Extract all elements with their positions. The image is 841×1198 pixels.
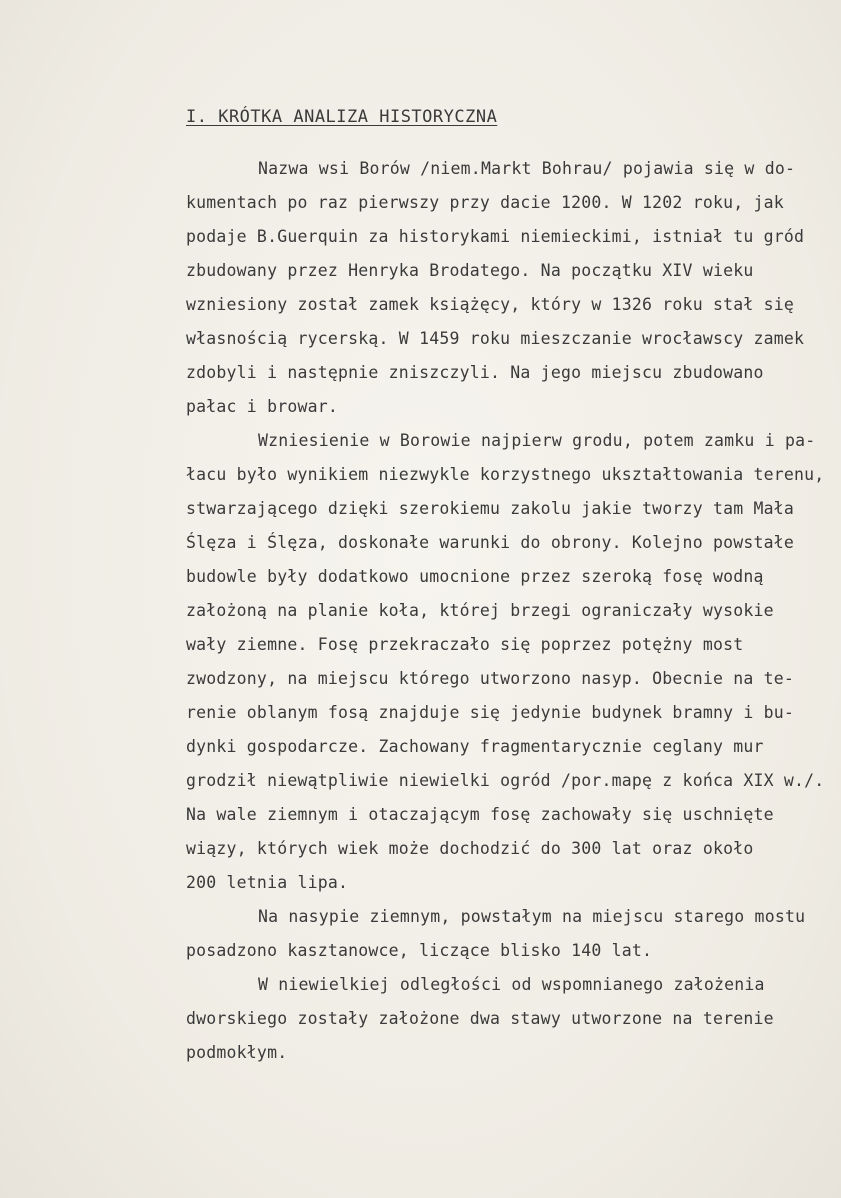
text-line: wały ziemne. Fosę przekraczało się poprzez potężny most: [186, 635, 744, 654]
text-line: Na nasypie ziemnym, powstałym na miejscu starego mostu: [258, 907, 806, 926]
text-line: dynki gospodarcze. Zachowany fragmentarycznie ceglany mur: [186, 737, 764, 756]
text-line: wiązy, których wiek może dochodzić do 300 lat oraz około: [186, 839, 754, 858]
text-line: Wzniesienie w Borowie najpierw grodu, potem zamku i pa-: [258, 431, 816, 450]
text-line: posadzono kasztanowce, liczące blisko 140 lat.: [186, 941, 653, 960]
text-line: łacu było wynikiem niezwykle korzystnego ukształtowania terenu,: [186, 465, 825, 484]
body-text: [186, 152, 826, 1070]
text-line: własnością rycerską. W 1459 roku mieszczanie wrocławscy zamek: [186, 329, 805, 348]
text-line: renie oblanym fosą znajduje się jedynie budynek bramny i bu-: [186, 703, 795, 722]
text-block: [186, 102, 826, 1070]
text-line: zwodzony, na miejscu którego utworzono nasyp. Obecnie na te-: [186, 669, 795, 688]
text-line: Na wale ziemnym i otaczającym fosę zachowały się uschnięte: [186, 805, 774, 824]
text-line: budowle były dodatkowo umocnione przez szeroką fosę wodną: [186, 567, 764, 586]
text-line: założoną na planie koła, której brzegi ograniczały wysokie: [186, 601, 774, 620]
text-line: zbudowany przez Henryka Brodatego. Na początku XIV wieku: [186, 261, 754, 280]
text-line: grodził niewątpliwie niewielki ogród /por.mapę z końca XIX w./.: [186, 771, 825, 790]
text-line: zdobyli i następnie zniszczyli. Na jego miejscu zbudowano: [186, 363, 764, 382]
text-line: Nazwa wsi Borów /niem.Markt Bohrau/ pojawia się w do-: [258, 159, 796, 178]
text-line: dworskiego zostały założone dwa stawy utworzone na terenie: [186, 1009, 774, 1028]
text-line: pałac i browar.: [186, 397, 339, 416]
text-line: Ślęza i Ślęza, doskonałe warunki do obrony. Kolejno powstałe: [186, 533, 795, 552]
section-heading: I. KRÓTKA ANALIZA HISTORYCZNA: [186, 107, 498, 127]
text-line: kumentach po raz pierwszy przy dacie 1200. W 1202 roku, jak: [186, 193, 784, 212]
text-line: podaje B.Guerquin za historykami niemieckimi, istniał tu gród: [186, 227, 805, 246]
text-line: 200 letnia lipa.: [186, 873, 349, 892]
text-line: W niewielkiej odległości od wspomnianego założenia: [258, 975, 765, 994]
text-line: podmokłym.: [186, 1043, 288, 1062]
text-line: wzniesiony został zamek książęcy, który w 1326 roku stał się: [186, 295, 795, 314]
text-line: stwarzającego dzięki szerokiemu zakolu jakie tworzy tam Mała: [186, 499, 795, 518]
